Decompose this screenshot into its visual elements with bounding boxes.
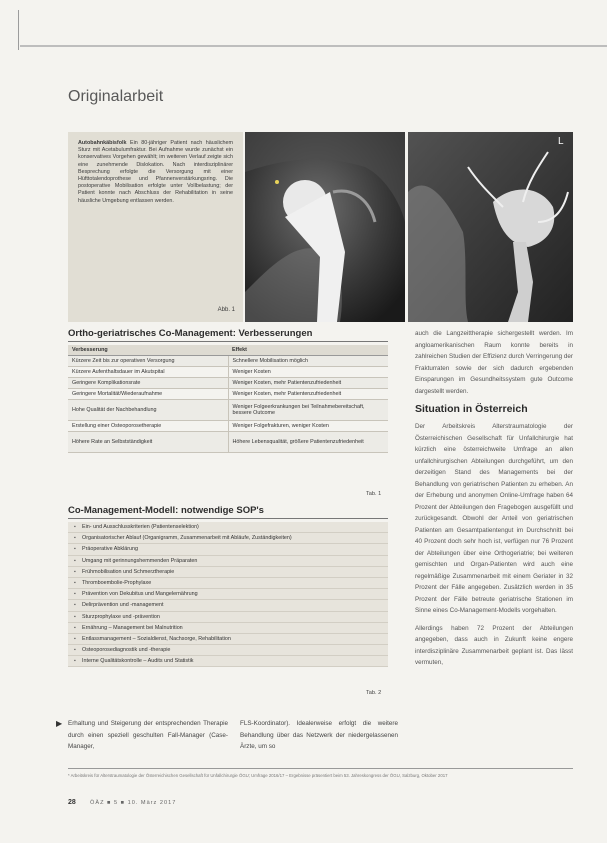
table-row — [68, 432, 388, 453]
page-number: 28 — [68, 799, 76, 806]
figure-caption-box — [68, 132, 243, 322]
table-cell: Weniger Folgefrakturen, weniger Kosten — [228, 421, 388, 432]
table-cell: Hohe Qualität der Nachbehandlung — [68, 400, 228, 421]
right-paragraph-2: Der Arbeitskreis Alterstraumatologie der Österreichischen Gesellschaft für Unfallchirurgie hat kürzlich eine österreichweite Umfrage an allen unfallchirurgischen Abteilungen durchgeführt, um den derzeitigen Stand des Managements bei der Behandlung von geriatrischen Patienten zu erheben. An der Erhebung und anonymen Online-Umfrage haben 64 Prozent der Abteilungen den Fragebogen ausgefüllt und zurückgesandt. Obwohl der Anteil von geriatrischen Patienten am Gesamtpatientengut im Durchschnitt bei 40 Prozent doch sehr hoch ist, verfügen nur 76 Prozent der Abteilungen über eine Orthogeriatrie; bei weiteren gemischten und Organ-Patienten wird auch eine regelmäßige Zusammenarbeit mit einem Geriater in 32 Prozent der Fälle angegeben. Zusätzlich werden in 35 Prozent der Fälle betreute geriatrische Stationen im Sinne eines Co-Management-Modells vorgehalten. — [415, 423, 573, 614]
xray-pelvis-angiography-image — [408, 132, 573, 322]
table2-title: Co-Management-Modell: notwendige SOP's — [68, 505, 264, 516]
bottom-column-2: FLS-Koordinator). Idealerweise erfolgt die weitere Behandlung über das Netzwerk der niedergelassenen Ärzte, um so — [240, 720, 398, 750]
table-cell: Erstellung einer Osteoporosetherapie — [68, 421, 228, 432]
table-cell: Kürzere Aufenthaltsdauer im Akutspital — [68, 367, 228, 378]
right-paragraph-3: Allerdings haben 72 Prozent der Abteilungen angegeben, dass auch in Zukunft keine engere interdisziplinäre Zusammenarbeit geplant ist. Das lässt vermuten, — [415, 624, 573, 666]
list-item: ▪ Thromboembolie-Prophylaxe — [68, 578, 388, 589]
section-heading-austria: Situation in Österreich — [415, 403, 528, 415]
header-rule — [20, 45, 607, 47]
figure-caption-text: Ein 80-jähriger Patient nach häuslichem Sturz mit Acetabulumfraktur. Bei Aufnahme wurde zunächst ein konservatives Vorgehen gewählt; im weiteren Verlauf zeigte sich eine zunehmende Dislokation. Nach interdisziplinärer Besprechung erfolgte die Versorgung mit einer Hüfttotalendoprothese und Pfannenverstärkungsring. Die postoperative Mobilisation erfolgte unter Vollbelastung; der Patient konnte nach Abschluss der Rehabilitation in seine häusliche Umgebung entlassen werden. — [78, 140, 233, 204]
table-cell: Weniger Kosten — [228, 367, 388, 378]
list-item: ▪ Ein- und Ausschlusskriterien (Patientenselektion) — [68, 522, 388, 533]
footnote: * Arbeitskreis für Alterstraumatologie der Österreichischen Gesellschaft für Unfallchirurgie ÖGU; Umfrage 2016/17 – Ergebnisse präsentiert beim 53. Jahreskongress der ÖGU, Salzburg, Oktober 2017 — [68, 773, 448, 778]
margin-tick — [18, 10, 19, 50]
table-cell: Weniger Kosten, mehr Patientenzufriedenheit — [228, 378, 388, 389]
section-label: Originalarbeit — [68, 88, 164, 105]
table-cell: Weniger Kosten, mehr Patientenzufriedenheit — [228, 389, 388, 400]
list-item: ▪ Organisatorischer Ablauf (Organigramm, Zusammenarbeit mit Abläufe, Zuständigkeiten) — [68, 533, 388, 544]
table2-reference: Tab. 2 — [366, 690, 382, 696]
table1-title-rule — [68, 341, 388, 342]
table-cell: Höhere Lebensqualität, größere Patientenzufriedenheit — [228, 432, 388, 453]
table1 — [68, 345, 388, 453]
right-column-text — [415, 328, 573, 675]
journal-info: ÖÄZ ■ 5 ■ 10. März 2017 — [90, 800, 177, 806]
table1-header-cell: Effekt — [228, 345, 388, 356]
list-item: ▪ Frühmobilisation und Schmerztherapie — [68, 567, 388, 578]
table-row — [68, 378, 388, 389]
table-row — [68, 389, 388, 400]
list-item: ▪ Interne Qualitätskontrolle – Audits und Statistik — [68, 656, 388, 667]
table1-header-cell: Verbesserung — [68, 345, 228, 356]
table-cell: Geringere Komplikationsrate — [68, 378, 228, 389]
right-paragraph-1: auch die Langzeittherapie sichergestellt werden. Im angloamerikanischen Raum konnte bereits in zahlreichen Studien der Effizienz durch Verringerung der Frakturraten sowie der sich dadurch ergebenden Einsparungen im Gesundheitssystem gute Outcome dargestellt werden. — [415, 330, 573, 395]
list-item: ▪ Delirprävention und -management — [68, 600, 388, 611]
table-cell: Geringere Mortalität/Wiederaufnahme — [68, 389, 228, 400]
table-row — [68, 356, 388, 367]
table2-title-rule — [68, 518, 388, 519]
initial-marker: ▶ — [56, 719, 63, 728]
list-item: ▪ Präoperative Abklärung — [68, 544, 388, 555]
list-item: ▪ Prävention von Dekubitus und Mangelernährung — [68, 589, 388, 600]
table-row — [68, 400, 388, 421]
figure-caption-title: Autobahnkäbisfolk — [78, 140, 127, 146]
list-item: ▪ Sturzprophylaxe und -prävention — [68, 612, 388, 623]
footnote-rule — [68, 768, 573, 769]
bottom-column-1: Erhaltung und Steigerung der entsprechenden Therapie durch einen speziell geschulten Fall-Manager (Case-Manager, — [68, 720, 228, 750]
table-cell: Weniger Folgeerkrankungen bei Teilnahmebereitschaft, bessere Outcome — [228, 400, 388, 421]
table1-title: Ortho-geriatrisches Co-Management: Verbesserungen — [68, 328, 313, 339]
table1-reference: Tab. 1 — [366, 491, 382, 497]
table-row — [68, 421, 388, 432]
figure-reference: Abb. 1 — [217, 306, 235, 313]
table-cell: Schnellere Mobilisation möglich — [228, 356, 388, 367]
xray-hip-prosthesis-image — [245, 132, 405, 322]
table-cell: Kürzere Zeit bis zur operativen Versorgung — [68, 356, 228, 367]
sop-list — [68, 522, 388, 667]
list-item: ▪ Ernährung – Management bei Malnutrition — [68, 623, 388, 634]
table1-header-row — [68, 345, 388, 356]
table-row — [68, 367, 388, 378]
list-item: ▪ Entlassmanagement – Sozialdienst, Nachsorge, Rehabilitation — [68, 634, 388, 645]
table-cell: Höhere Rate an Selbstständigkeit — [68, 432, 228, 453]
list-item: ▪ Umgang mit gerinnungshemmenden Präparaten — [68, 556, 388, 567]
list-item: ▪ Osteoporosediagnostik und -therapie — [68, 645, 388, 656]
svg-text:L: L — [558, 136, 564, 147]
